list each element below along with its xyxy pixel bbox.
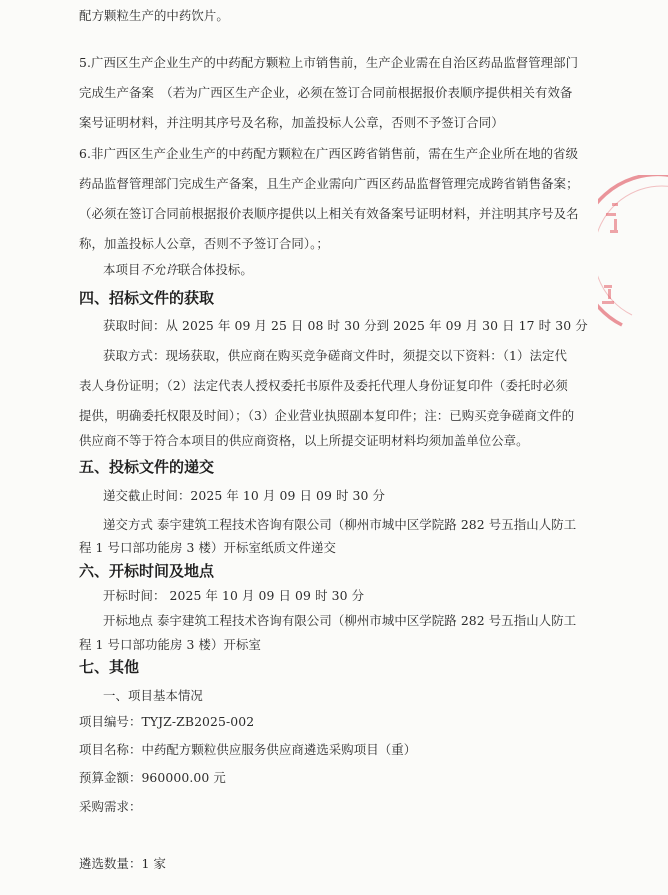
submit-method-line: 递交方式 泰宇建筑工程技术咨询有限公司（柳州市城中区学院路 282 号五指山人防工 <box>103 517 577 532</box>
consortium-prefix: 本项目 <box>103 262 141 277</box>
budget-amount: 预算金额：960000.00 元 <box>79 770 226 785</box>
text-line: 5.广西区生产企业生产的中药配方颗粒上市销售前，生产企业需在自治区药品监督管理部门 <box>79 55 579 70</box>
submit-method-line: 程 1 号口部功能房 3 楼）开标室纸质文件递交 <box>79 540 336 555</box>
selection-quantity: 遴选数量：1 家 <box>79 856 166 871</box>
red-seal-stamp <box>598 175 668 335</box>
consortium-suffix: 联合体投标。 <box>177 262 253 277</box>
acquire-method-line: 提供，明确委托权限及时间）；（3）企业营业执照副本复印件；注：已购买竞争磋商文件的 <box>79 408 575 423</box>
text-line: 药品监督管理部门完成生产备案，且生产企业需向广西区药品监督管理完成跨省销售备案； <box>79 176 579 191</box>
section-title-4: 四、招标文件的获取 <box>79 289 215 307</box>
open-time: 开标时间： 2025 年 10 月 09 日 09 时 30 分 <box>103 588 365 603</box>
project-name: 项目名称：中药配方颗粒供应服务供应商遴选采购项目（重） <box>79 742 417 757</box>
acquire-method-line: 获取方式：现场获取，供应商在购买竞争磋商文件时，须提交以下资料：（1）法定代 <box>103 348 567 363</box>
submit-deadline: 递交截止时间：2025 年 10 月 09 日 09 时 30 分 <box>103 488 386 503</box>
acquire-method-line: 表人身份证明；（2）法定代表人授权委托书原件及委托代理人身份证复印件（委托时必须 <box>79 378 568 393</box>
subsection-title: 一、项目基本情况 <box>103 688 203 703</box>
section-title-5: 五、投标文件的递交 <box>79 458 215 476</box>
acquire-time: 获取时间：从 2025 年 09 月 25 日 08 时 30 分到 2025 年 09 月 30 日 17 时 30 分 <box>103 318 588 333</box>
text-line: 6.非广西区生产企业生产的中药配方颗粒在广西区跨省销售前，需在生产企业所在地的省级 <box>79 146 579 161</box>
procurement-demand: 采购需求： <box>79 799 142 814</box>
acquire-method-line: 供应商不等于符合本项目的供应商资格，以上所提交证明材料均须加盖单位公章。 <box>79 433 529 448</box>
text-line: 配方颗粒生产的中药饮片。 <box>79 8 229 23</box>
section-title-6: 六、开标时间及地点 <box>79 562 215 580</box>
text-line: 案号证明材料，并注明其序号及名称，加盖投标人公章，否则不予签订合同） <box>79 115 504 130</box>
open-place-line: 开标地点 泰宇建筑工程技术咨询有限公司（柳州市城中区学院路 282 号五指山人防工 <box>103 613 577 628</box>
consortium-line <box>103 262 253 278</box>
text-line: 完成生产备案 （若为广西区生产企业，必须在签订合同前根据报价表顺序提供相关有效备 <box>79 85 573 100</box>
open-place-line: 程 1 号口部功能房 3 楼）开标室 <box>79 637 262 652</box>
text-line: 称，加盖投标人公章，否则不予签订合同）。； <box>79 236 329 251</box>
project-number: 项目编号：TYJZ-ZB2025-002 <box>79 714 255 729</box>
consortium-emphasis: 不允许 <box>140 262 178 277</box>
text-line: （必须在签订合同前根据报价表顺序提供以上相关有效备案号证明材料，并注明其序号及名 <box>79 206 579 221</box>
section-title-7: 七、其他 <box>79 658 140 676</box>
